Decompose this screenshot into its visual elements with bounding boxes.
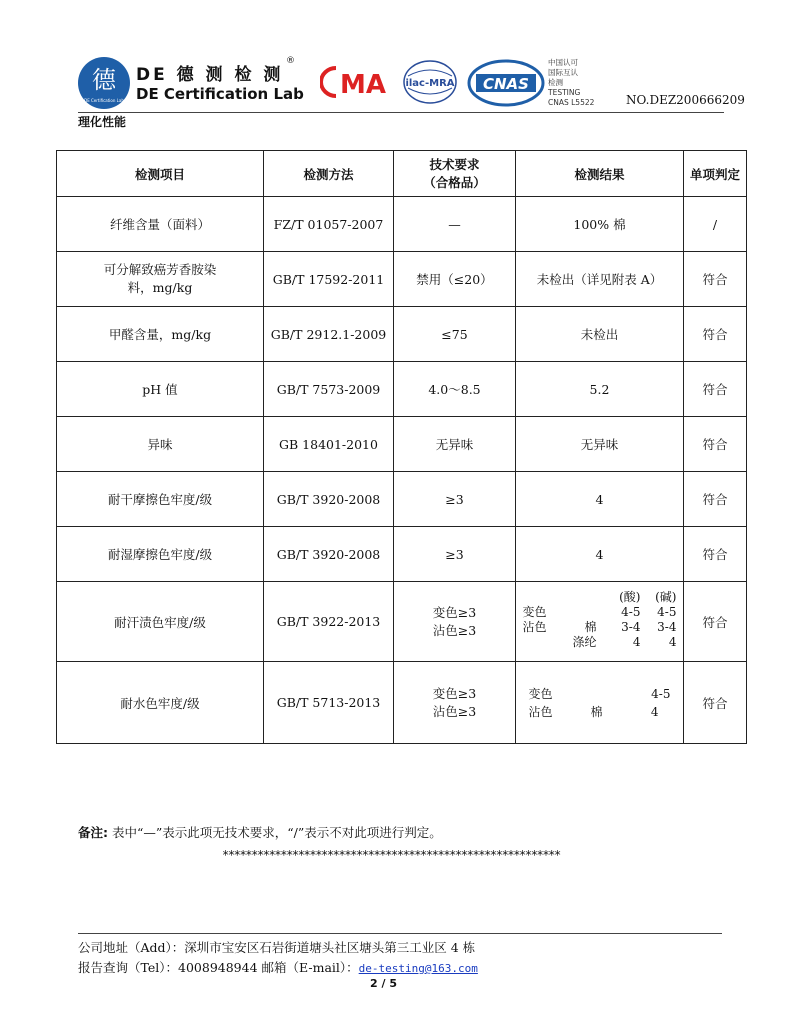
cell-verdict: 符合 [684, 472, 747, 527]
cell-item-line1: 可分解致癌芳香胺染 [103, 262, 217, 277]
logo-character: 德 [92, 66, 116, 94]
result-acid-value: 4-5 [621, 605, 641, 619]
cell-method: GB 18401-2010 [264, 417, 394, 472]
cell-requirement: 无异味 [394, 417, 516, 472]
ilac-logo-text: ilac-MRA [405, 78, 455, 89]
cell-result: 4 [516, 527, 684, 582]
cell-method: GB/T 3920-2008 [264, 472, 394, 527]
test-results-table [56, 150, 747, 744]
cell-verdict: 符合 [684, 582, 747, 662]
cell-method: GB/T 5713-2013 [264, 662, 394, 744]
table-row [57, 252, 747, 307]
result-alkali-value: 4 [668, 635, 677, 649]
cell-requirement: ≥3 [394, 527, 516, 582]
table-row [57, 582, 747, 662]
result-subrow [523, 620, 677, 635]
cnas-caption-line: TESTING [548, 88, 581, 97]
result-sublabel: 沾色 [528, 704, 553, 719]
table-row [57, 197, 747, 252]
cell-item: pH 值 [57, 362, 264, 417]
cell-verdict: 符合 [684, 527, 747, 582]
cell-verdict: / [684, 197, 747, 252]
cell-requirement: — [394, 197, 516, 252]
table-row [57, 417, 747, 472]
cell-requirement-line2: 沾色≥3 [432, 703, 477, 719]
cell-verdict: 符合 [684, 662, 747, 744]
result-value: 4-5 [651, 686, 671, 701]
cell-item [57, 252, 264, 307]
result-alkali-value: 3-4 [657, 620, 677, 634]
cell-requirement [394, 582, 516, 662]
brand-name-en: DE Certification Lab [136, 85, 304, 103]
table-row [57, 307, 747, 362]
table-row [57, 472, 747, 527]
cell-result: 5.2 [516, 362, 684, 417]
cell-result [516, 662, 684, 744]
cell-method: GB/T 17592-2011 [264, 252, 394, 307]
cell-result: 100% 棉 [516, 197, 684, 252]
result-fiber: 棉 [584, 620, 597, 634]
perspiration-result-block [523, 590, 677, 650]
result-value: 4 [650, 704, 659, 719]
result-subrow [523, 635, 677, 650]
header-cell-requirement [394, 151, 516, 197]
table-row [57, 362, 747, 417]
cell-item: 异味 [57, 417, 264, 472]
cell-result: 无异味 [516, 417, 684, 472]
cell-item: 耐湿摩擦色牢度/级 [57, 527, 264, 582]
cnas-caption-line: 国际互认 [548, 68, 578, 77]
page-number: 2 / 5 [370, 977, 397, 990]
cell-requirement: 4.0～8.5 [394, 362, 516, 417]
table-row [57, 662, 747, 744]
cnas-logo-icon [466, 58, 546, 108]
result-subrow [529, 685, 671, 703]
cell-method: GB/T 3922-2013 [264, 582, 394, 662]
result-sublabel: 变色 [522, 605, 547, 619]
cell-requirement-line1: 变色≥3 [432, 604, 477, 620]
cell-requirement: ≤75 [394, 307, 516, 362]
table-header-row [57, 151, 747, 197]
cma-logo-icon [320, 65, 394, 99]
header-cell-verdict: 单项判定 [684, 151, 747, 197]
cma-logo-text: MA [340, 70, 386, 99]
cell-result: 4 [516, 472, 684, 527]
result-fiber: 棉 [590, 704, 603, 719]
header-cell-method: 检测方法 [264, 151, 394, 197]
logo-subtitle: DE Certification Lab [84, 98, 124, 103]
cnas-caption [548, 58, 594, 108]
result-alkali-value: 4-5 [657, 605, 677, 619]
cell-item: 甲醛含量，mg/kg [57, 307, 264, 362]
cell-requirement: ≥3 [394, 472, 516, 527]
cell-verdict: 符合 [684, 362, 747, 417]
header-requirement-line2: （合格品） [423, 174, 486, 190]
footer-divider [78, 933, 722, 934]
contact-text: 报告查询（Tel）：4008948944 邮箱（E-mail）： [78, 960, 359, 975]
cell-verdict: 符合 [684, 252, 747, 307]
cnas-caption-line: 检测 [548, 78, 563, 87]
table-row [57, 527, 747, 582]
report-number: NO.DEZ200666209 [626, 93, 745, 107]
cnas-logo-text: CNAS [483, 75, 529, 93]
header-cell-result: 检测结果 [516, 151, 684, 197]
result-acid-value: 3-4 [621, 620, 641, 634]
cell-item: 纤维含量（面料） [57, 197, 264, 252]
cell-result: 未检出 [516, 307, 684, 362]
remark [78, 823, 442, 841]
cell-method: FZ/T 01057-2007 [264, 197, 394, 252]
remark-label: 备注: [78, 825, 108, 840]
ilac-logo-icon [400, 58, 460, 106]
alkali-label: (碱) [655, 590, 677, 604]
company-logo [78, 57, 130, 109]
registered-mark: ® [286, 56, 295, 66]
cnas-caption-line: CNAS L5522 [548, 98, 595, 107]
cell-verdict: 符合 [684, 417, 747, 472]
header-cell-item: 检测项目 [57, 151, 264, 197]
cell-item-line2: 料，mg/kg [127, 280, 193, 295]
cell-item: 耐汗渍色牢度/级 [57, 582, 264, 662]
cell-requirement [394, 662, 516, 744]
company-address: 公司地址（Add）：深圳市宝安区石岩街道塘头社区塘头第三工业区 4 栋 [78, 940, 476, 955]
header-divider [78, 112, 724, 113]
cell-result: 未检出（详见附表 A） [516, 252, 684, 307]
cell-requirement-line2: 沾色≥3 [432, 622, 477, 638]
cell-requirement-line1: 变色≥3 [432, 685, 477, 701]
cell-method: GB/T 2912.1-2009 [264, 307, 394, 362]
cell-verdict: 符合 [684, 307, 747, 362]
brand-name-cn: DE 德 测 检 测 [136, 65, 284, 85]
result-subheader-row [523, 590, 677, 605]
section-title: 理化性能 [78, 115, 127, 129]
email-link[interactable]: de-testing@163.com [358, 962, 478, 975]
water-result-block [529, 685, 671, 721]
cell-item: 耐水色牢度/级 [57, 662, 264, 744]
end-of-table-marker: ********************************************************** [222, 848, 560, 862]
contact-line [78, 958, 478, 976]
cell-method: GB/T 3920-2008 [264, 527, 394, 582]
acid-label: (酸) [619, 590, 641, 604]
cell-item: 耐干摩擦色牢度/级 [57, 472, 264, 527]
result-subrow [523, 605, 677, 620]
cnas-caption-line: 中国认可 [548, 58, 578, 67]
result-sublabel: 变色 [528, 686, 553, 701]
result-subrow [529, 703, 671, 721]
remark-text: 表中“—”表示此项无技术要求，“/”表示不对此项进行判定。 [111, 825, 442, 840]
cell-result [516, 582, 684, 662]
header-requirement-line1: 技术要求 [429, 156, 480, 172]
cell-method: GB/T 7573-2009 [264, 362, 394, 417]
result-sublabel: 沾色 [522, 620, 547, 634]
result-fiber: 涤纶 [572, 635, 597, 649]
cell-requirement: 禁用（≤20） [394, 252, 516, 307]
result-acid-value: 4 [632, 635, 641, 649]
report-header [0, 0, 800, 129]
